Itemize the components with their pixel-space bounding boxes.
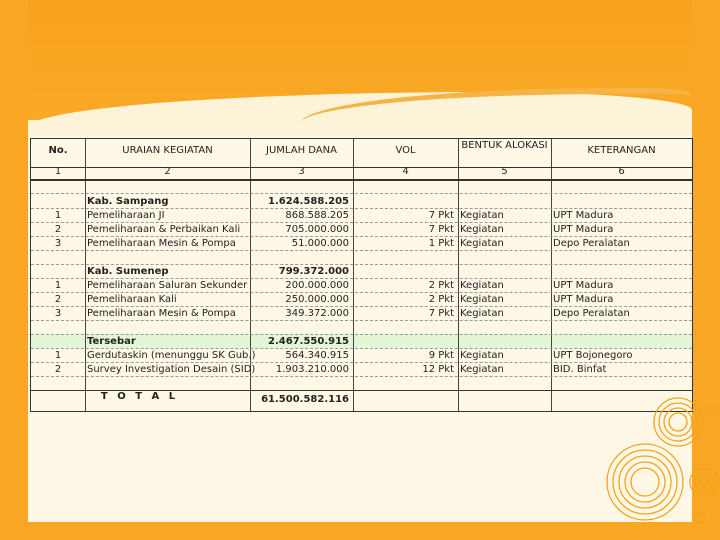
row-keterangan: Depo Peralatan: [553, 308, 630, 319]
deco-circle: [690, 468, 718, 496]
row-vol: 2 Pkt: [428, 280, 454, 291]
row-jumlah: 564.340.915: [285, 350, 349, 361]
row-uraian: Pemeliharaan Mesin & Pompa: [87, 308, 236, 319]
deco-circle: [619, 456, 671, 508]
row-vol: 7 Pkt: [428, 210, 454, 221]
col-number: 4: [402, 166, 409, 177]
row-jumlah: 250.000.000: [285, 294, 349, 305]
row-uraian: Pemeliharaan Mesin & Pompa: [87, 238, 236, 249]
row-vol: 1 Pkt: [428, 238, 454, 249]
deco-circle: [659, 403, 697, 441]
header-uraian: URAIAN KEGIATAN: [122, 145, 213, 156]
header-keterangan: KETERANGAN: [587, 145, 656, 156]
row-vol: 12 Pkt: [422, 364, 454, 375]
row-jumlah: 705.000.000: [285, 224, 349, 235]
row-uraian: Pemeliharaan & Perbaikan Kali: [87, 224, 241, 235]
group-title: Tersebar: [87, 336, 136, 347]
row-uraian: Pemeliharaan Kali: [87, 294, 177, 305]
row-no: 2: [54, 364, 62, 375]
group-title: Kab. Sampang: [87, 196, 169, 207]
row-bentuk: Kegiatan: [460, 238, 504, 249]
col-number: 1: [54, 166, 62, 177]
row-keterangan: UPT Bojonegoro: [553, 350, 633, 361]
row-no: 3: [54, 238, 62, 249]
row-keterangan: UPT Madura: [553, 210, 614, 221]
row-vol: 9 Pkt: [428, 350, 454, 361]
row-jumlah: 1.903.210.000: [275, 364, 349, 375]
row-jumlah: 868.588.205: [285, 210, 349, 221]
row-no: 2: [54, 224, 62, 235]
group-total: 1.624.588.205: [268, 196, 349, 207]
row-bentuk: Kegiatan: [460, 294, 504, 305]
left-orange-strip: [0, 0, 28, 540]
row-keterangan: BID. Binfat: [553, 364, 607, 375]
header-no: No.: [48, 145, 68, 156]
row-uraian: Gerdutaskin (menunggu SK Gub.): [87, 350, 256, 361]
decorative-circles: [600, 370, 720, 540]
row-vol: 7 Pkt: [428, 224, 454, 235]
row-bentuk: Kegiatan: [460, 210, 504, 221]
deco-circle: [664, 408, 692, 436]
col-number: 6: [618, 166, 625, 177]
row-bentuk: Kegiatan: [460, 280, 504, 291]
row-uraian: Pemeliharaan Saluran Sekunder: [87, 280, 248, 291]
deco-circle: [700, 478, 708, 486]
total-label: T O T A L: [100, 391, 179, 402]
row-vol: 2 Pkt: [428, 294, 454, 305]
row-bentuk: Kegiatan: [460, 350, 504, 361]
row-uraian: Pemeliharaan JI: [87, 210, 165, 221]
deco-circle: [654, 398, 702, 446]
header-vol: VOL: [395, 145, 416, 156]
row-no: 2: [54, 294, 62, 305]
row-vol: 7 Pkt: [428, 308, 454, 319]
col-number: 3: [298, 166, 305, 177]
row-no: 3: [54, 308, 62, 319]
row-keterangan: UPT Madura: [553, 294, 614, 305]
row-bentuk: Kegiatan: [460, 364, 504, 375]
row-no: 1: [54, 210, 62, 221]
row-uraian: Survey Investigation Desain (SID): [87, 364, 256, 375]
group-title: Kab. Sumenep: [87, 266, 169, 277]
row-bentuk: Kegiatan: [460, 308, 504, 319]
row-keterangan: Depo Peralatan: [553, 238, 630, 249]
header-bentuk: BENTUK ALOKASI: [461, 140, 548, 151]
deco-circle: [631, 468, 659, 496]
deco-circle: [613, 450, 677, 514]
col-number: 2: [164, 166, 171, 177]
group-total: 799.372.000: [278, 266, 349, 277]
row-keterangan: UPT Madura: [553, 224, 614, 235]
number-row-divider: [31, 179, 692, 181]
deco-circle: [695, 473, 713, 491]
budget-table: [30, 138, 693, 412]
row-divider: [31, 193, 692, 194]
total-value: 61.500.582.116: [261, 394, 349, 405]
row-jumlah: 200.000.000: [285, 280, 349, 291]
row-jumlah: 349.372.000: [285, 308, 349, 319]
row-no: 1: [54, 280, 62, 291]
group-total: 2.467.550.915: [268, 336, 349, 347]
deco-circle: [695, 513, 705, 523]
row-keterangan: UPT Madura: [553, 280, 614, 291]
deco-circle: [708, 406, 716, 414]
header-jumlah: JUMLAH DANA: [266, 145, 337, 156]
deco-circle: [669, 413, 687, 431]
row-jumlah: 51.000.000: [291, 238, 349, 249]
col-number: 5: [501, 166, 508, 177]
row-no: 1: [54, 350, 62, 361]
row-bentuk: Kegiatan: [460, 224, 504, 235]
